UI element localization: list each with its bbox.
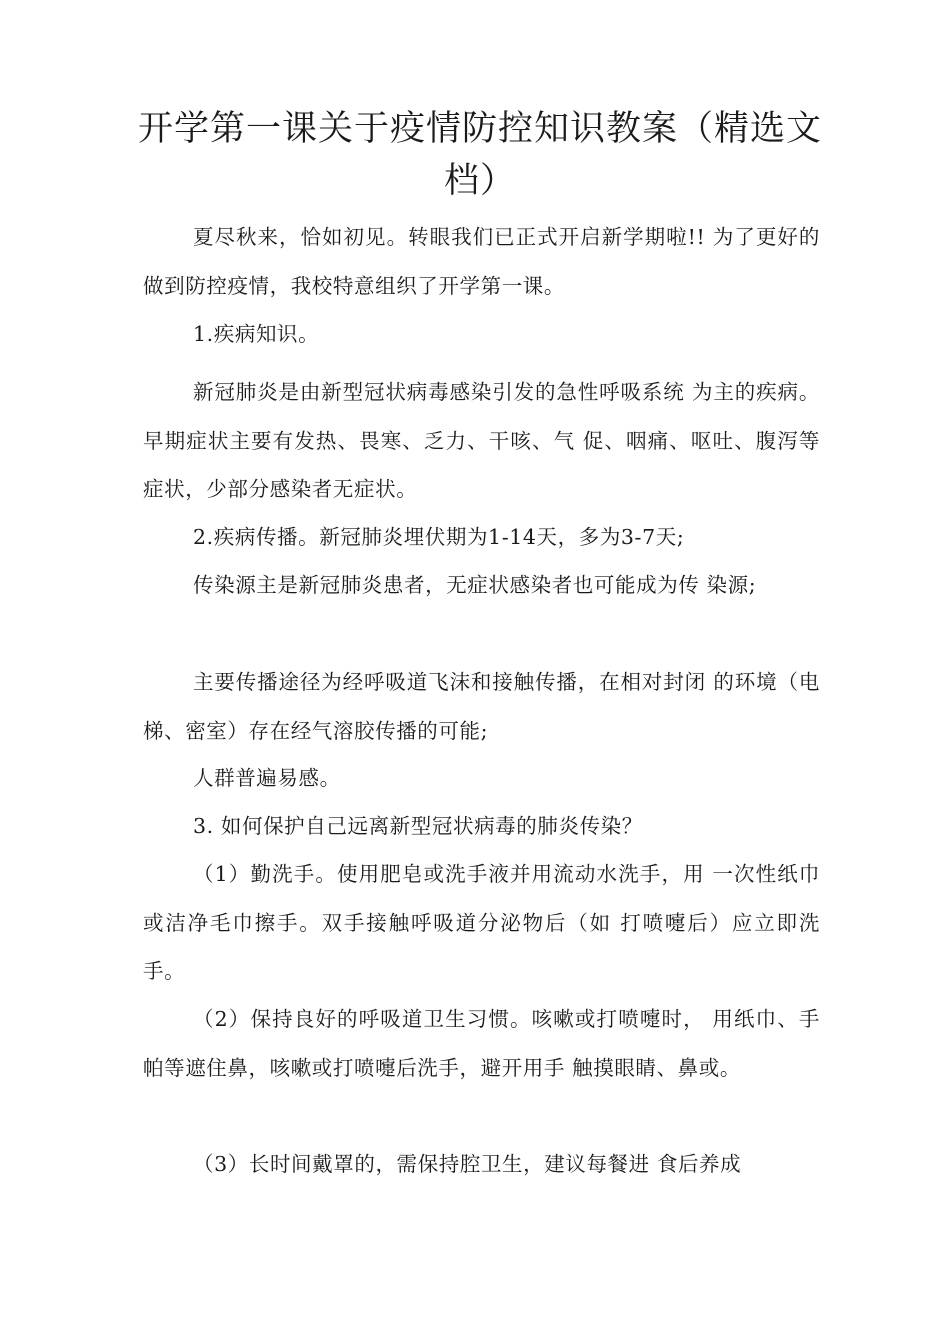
protection-item-respiratory-hygiene: （2）保持良好的呼吸道卫生习惯。咳嗽或打喷嚏时， 用纸巾、手帕等遮住鼻，咳嗽或打喷嚏后洗手，避开用手 触摸眼睛、鼻或。 bbox=[143, 1007, 820, 1080]
section-heading-protection: 3. 如何保护自己远离新型冠状病毒的肺炎传染？ bbox=[193, 814, 643, 838]
intro-paragraph: 夏尽秋来，恰如初见。转眼我们已正式开启新学期啦!! 为了更好的做到防控疫情，我校特意组织了开学第一课。 bbox=[143, 225, 820, 298]
susceptibility-paragraph: 人群普遍易感。 bbox=[193, 766, 341, 790]
transmission-route-paragraph: 主要传播途径为经呼吸道飞沫和接触传播，在相对封闭 的环境（电梯、密室）存在经气溶胶传播的可能; bbox=[143, 670, 820, 743]
section-heading-disease-transmission: 2.疾病传播。新冠肺炎埋伏期为1-14天，多为3-7天; bbox=[193, 525, 685, 549]
protection-item-handwashing: （1）勤洗手。使用肥皂或洗手液并用流动水洗手，用 一次性纸巾或洁净毛巾擦手。双手接触呼吸道分泌物后（如 打喷嚏后）应立即洗手。 bbox=[143, 862, 820, 983]
document-title: 开学第一课关于疫情防控知识教案（精选文档） bbox=[137, 109, 822, 201]
infection-source-paragraph: 传染源主是新冠肺炎患者，无症状感染者也可能成为传 染源; bbox=[193, 573, 757, 597]
protection-item-mask-hygiene: （3）长时间戴罩的，需保持腔卫生，建议每餐进 食后养成 bbox=[193, 1152, 742, 1176]
disease-description-paragraph: 新冠肺炎是由新型冠状病毒感染引发的急性呼吸系统 为主的疾病。早期症状主要有发热、畏寒、乏力、干咳、气 促、咽痛、呕吐、腹泻等症状，少部分感染者无症状。 bbox=[143, 380, 820, 501]
section-heading-disease-knowledge: 1.疾病知识。 bbox=[193, 322, 320, 346]
